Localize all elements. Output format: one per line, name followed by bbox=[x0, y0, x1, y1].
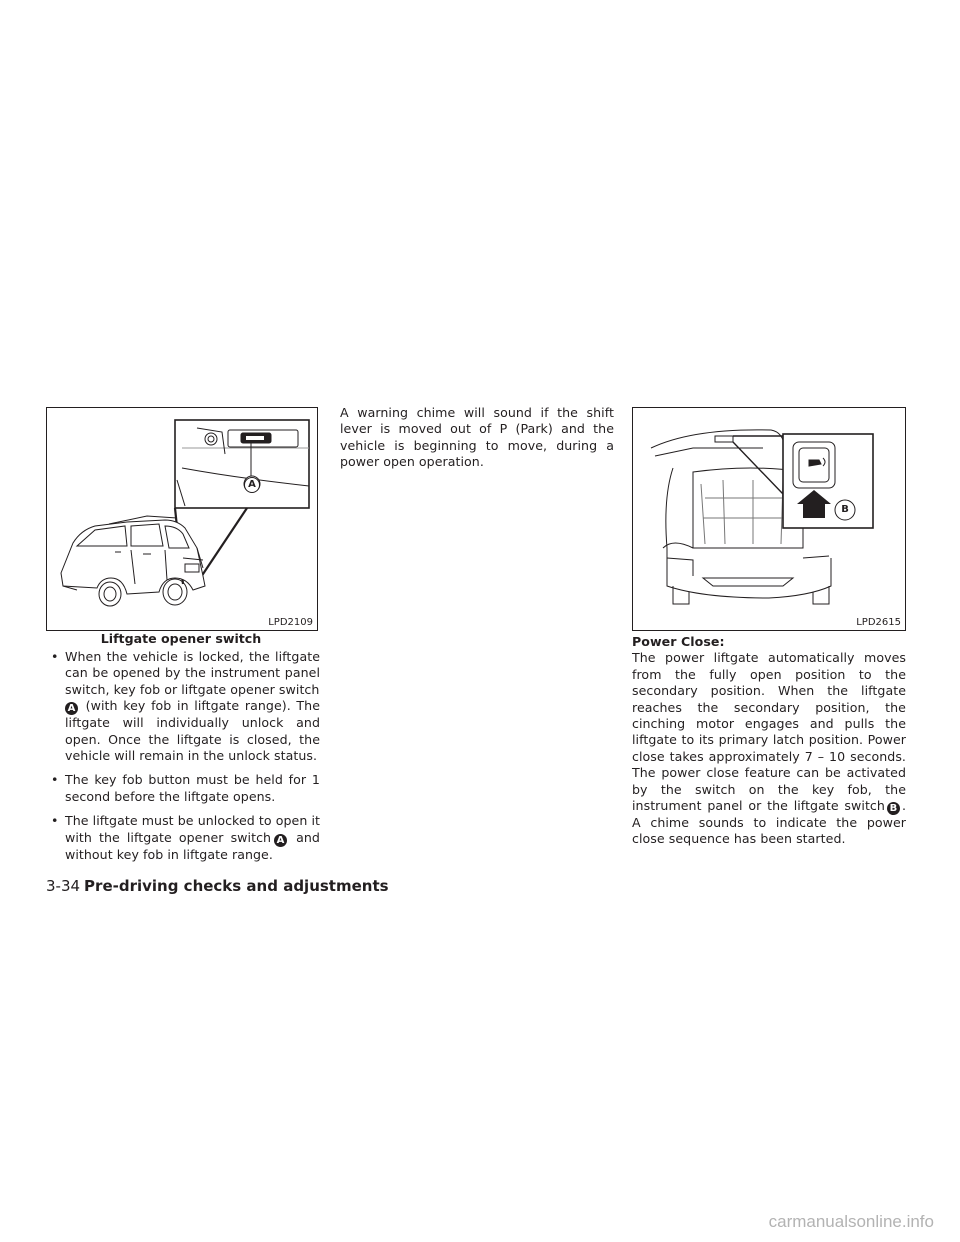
callout-a-icon: A bbox=[274, 834, 287, 847]
page-footer bbox=[46, 877, 389, 895]
right-column bbox=[632, 634, 906, 848]
figure-power-close-switch bbox=[632, 407, 906, 631]
suv-rear-illustration bbox=[47, 408, 317, 630]
warning-paragraph: A warning chime will sound if the shift lever is moved out of P (Park) and the vehicle is beginning to move, during a power open operation. bbox=[340, 405, 614, 470]
middle-column bbox=[340, 405, 614, 471]
figure-liftgate-opener-switch bbox=[46, 407, 318, 631]
callout-a-marker: A bbox=[244, 477, 260, 493]
callout-a-icon: A bbox=[65, 702, 78, 715]
bullet-marker: • bbox=[51, 649, 59, 664]
list-item bbox=[46, 649, 320, 764]
callout-b-marker: B bbox=[838, 503, 852, 517]
open-liftgate-illustration bbox=[633, 408, 905, 630]
bullet-text: (with key fob in liftgate range). The liftgate will individually unlock and open. Once the liftgate is closed, the vehicle will remain in the unlock status. bbox=[65, 698, 320, 764]
figure-code: LPD2109 bbox=[268, 617, 313, 628]
callout-b-icon: B bbox=[887, 802, 900, 815]
figure-caption: Liftgate opener switch bbox=[100, 631, 262, 646]
watermark-text: carmanualsonline.info bbox=[768, 1212, 934, 1231]
section-title: Pre-driving checks and adjustments bbox=[84, 877, 389, 895]
paragraph-text: The power liftgate automatically moves from the fully open position to the secondary position. When the liftgate reaches the secondary position, the cinching motor engages and pulls the liftgate to its primary latch position. Power close takes approximately 7 – 10 seconds. The power close feature can be activated by the switch on the key fob, the instrument panel or the liftgate switch bbox=[632, 650, 906, 814]
figure-code: LPD2615 bbox=[856, 617, 901, 628]
power-close-heading: Power Close: bbox=[632, 634, 725, 649]
bullet-list bbox=[46, 649, 320, 863]
page-number: 3-34 bbox=[46, 877, 81, 895]
list-item bbox=[46, 813, 320, 863]
bullet-marker: • bbox=[51, 772, 59, 788]
paragraph-text: . A chime sounds to indicate the power close sequence has been started. bbox=[632, 798, 906, 847]
bullet-text: and without key fob in liftgate range. bbox=[65, 829, 320, 862]
left-column bbox=[46, 649, 320, 871]
bullet-marker: • bbox=[51, 813, 59, 829]
list-item bbox=[46, 772, 320, 805]
bullet-text: When the vehicle is locked, the liftgate can be opened by the instrument panel switch, key fob or liftgate opener switch bbox=[65, 649, 320, 697]
bullet-text: The key fob button must be held for 1 second before the liftgate opens. bbox=[65, 772, 320, 804]
bullet-text: The liftgate must be unlocked to open it with the liftgate opener switch bbox=[65, 813, 320, 845]
power-close-paragraph bbox=[632, 650, 906, 847]
